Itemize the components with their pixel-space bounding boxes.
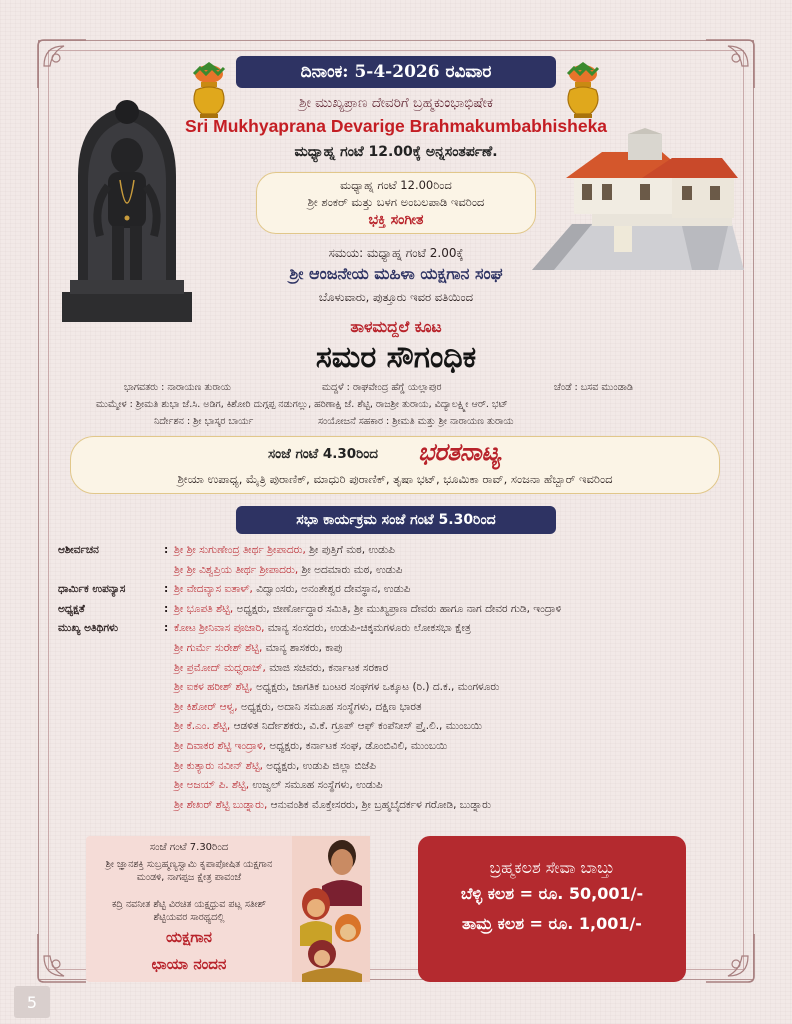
yakshagana-label: ಯಕ್ಷಗಾನ <box>166 928 212 946</box>
sabha-row-designation: ಶ್ರೀ ಅದಮಾರು ಮಠ, ಉಡುಪಿ <box>298 563 403 576</box>
sabha-row <box>0 562 792 578</box>
sahakara-credit: ಸಂಯೋಜನೆ ಸಹಕಾರ : ಶ್ರೀಮತಿ ಮತ್ತು ಶ್ರೀ ನಾರಾಯಣ ತುರಾಯ <box>318 416 514 427</box>
sabha-row <box>0 542 792 558</box>
sabha-row-value <box>174 581 410 597</box>
sabha-row-designation: ಅಧ್ಯಕ್ಷರು, ಜೀರ್ಣೋದ್ಧಾರ ಸಮಿತಿ, ಶ್ರೀ ಮುಖ್ಯಪ್ರಾಣ ದೇವರು ಹಾಗೂ ನಾಗ ದೇವರ ಗುಡಿ, ಇಂದ್ರಾಳಿ <box>233 602 562 615</box>
yakshagana-title: ಛಾಯಾ ನಂದನ <box>151 955 227 973</box>
sabha-row-colon: : <box>164 622 169 635</box>
sabha-row-designation: ಅಧ್ಯಕ್ಷರು, ಕರ್ನಾಟಕ ಸಂಘ, ಡೊಂಬಿವಿಲಿ, ಮುಂಬಯಿ <box>266 740 448 752</box>
bharatanatya-title: ಭರತನಾಟ್ಯ <box>418 437 501 466</box>
sabha-row-person: ಶ್ರೀ ಪ್ರಮೋದ್ ಮಧ್ವರಾಜ್, <box>174 661 266 674</box>
sabha-row-value <box>174 777 383 793</box>
sabha-row-person: ಕೋಟ ಶ್ರೀನಿವಾಸ ಪೂಜಾರಿ, <box>174 622 265 635</box>
bharatanatya-time: ಸಂಜೆ ಗಂಟೆ 4.30ರಿಂದ <box>268 446 378 462</box>
mummela-credit: ಮುಮ್ಮೇಳ : ಶ್ರೀಮತಿ ಶುಭಾ ಜೆ.ಸಿ. ಅಡಿಗ, ಕಿಶೋರಿ ದುಗ್ಗಪ್ಪ ನಡುಗಲ್ಲು, ಹರಿಣಾಕ್ಷಿ ಜೆ. ಶೆಟ್ಟಿ, ರಾಜಶ್ರೀ ತುರಾಯ, ವಿದ್ಯಾಲಕ್ಷ್ಮೀ ಆರ್. ಭಟ್ <box>96 399 508 410</box>
sabha-banner: ಸಭಾ ಕಾರ್ಯಕ್ರಮ ಸಂಜೆ ಗಂಟೆ 5.30ರಿಂದ <box>236 506 556 534</box>
sabha-row-person: ಶ್ರೀ ಐಕಳ ಹರೀಶ್ ಶೆಟ್ಟಿ, <box>174 681 253 694</box>
sabha-row <box>0 738 792 754</box>
sabha-row-person: ಶ್ರೀ ಕುತ್ಯಾರು ನವೀನ್ ಶೆಟ್ಟಿ, <box>174 759 263 772</box>
bhakti-time: ಮಧ್ಯಾಹ್ನ ಗಂಟೆ 12.00ರಿಂದ <box>340 178 452 192</box>
english-event-title: Sri Mukhyaprana Devarige Brahmakumbabhisheka <box>184 116 608 136</box>
sabha-row-designation: ಅಧ್ಯಕ್ಷರು, ಜಾಗತಿಕ ಬಂಟರ ಸಂಘಗಳ ಒಕ್ಕೂಟ (ರಿ.) ದ.ಕ., ಮಂಗಳೂರು <box>252 681 500 694</box>
sabha-row-value <box>174 620 471 636</box>
sabha-row-designation: ಆನುವಂಶಿಕ ಮೊಕ್ತೇಸರರು, ಶ್ರೀ ಬ್ರಹ್ಮಬೈದರ್ಕಳ ಗರೋಡಿ, ಬುಡ್ನಾರು <box>267 798 491 811</box>
date-banner: ದಿನಾಂಕ: 5-4-2026 ರವಿವಾರ <box>236 56 556 88</box>
sabha-row-person: ಶ್ರೀ ಅಜಯ್ ಪಿ. ಶೆಟ್ಟಿ, <box>174 779 250 792</box>
copper-kalasha-amount: ತಾಮ್ರ ಕಲಶ = ರೂ. 1,001/- <box>462 914 642 933</box>
corner-ornament-icon <box>702 36 758 92</box>
sabha-row-label: ಧಾರ್ಮಿಕ ಉಪನ್ಯಾಸ <box>58 583 126 596</box>
sabha-row-colon: : <box>164 544 169 556</box>
page-number-badge: 5 <box>14 986 50 1018</box>
sabha-row-designation: ಶ್ರೀ ಪುತ್ತಿಗೆ ಮಠ, ಉಡುಪಿ <box>305 544 395 556</box>
sabha-row-designation: ಅಧ್ಯಕ್ಷರು, ಅದಾನಿ ಸಮೂಹ ಸಂಸ್ಥೆಗಳು, ದಕ್ಷಿಣ ಭಾರತ <box>237 700 422 713</box>
sabha-row-value <box>174 718 482 734</box>
sabha-row <box>0 718 792 734</box>
yakshagana-mandali: ಶ್ರೀ ಜ್ಞಾನಶಕ್ತಿ ಸುಬ್ರಹ್ಮಣ್ಯಸ್ವಾಮಿ ಕೃಪಾಪೋಷಿತ ಯಕ್ಷಗಾನ ಮಂಡಳಿ, ನಾಗಪ್ಪಜ ಕ್ಷೇತ್ರ ಪಾವಂಜೆ <box>105 859 273 883</box>
corner-ornament-icon <box>34 930 90 986</box>
sabha-row-person: ಶ್ರೀ ಗುರ್ಮೆ ಸುರೇಶ್ ಶೆಟ್ಟಿ, <box>174 642 263 654</box>
sabha-row-value <box>174 679 499 695</box>
sabha-row-value <box>174 797 491 813</box>
sabha-row-person: ಶ್ರೀ ಕೆ.ಎಂ. ಶೆಟ್ಟಿ, <box>174 720 231 733</box>
sabha-row-colon: : <box>164 583 169 596</box>
sabha-row-person: ಶ್ರೀ ವೇದವ್ಯಾಸ ಐತಾಳ್, <box>174 583 253 596</box>
sabha-row <box>0 679 792 695</box>
sabha-row <box>0 777 792 793</box>
sabha-row-value <box>174 660 388 676</box>
sabha-row-person: ಶ್ರೀ ದಿವಾಕರ ಶೆಟ್ಟಿ ಇಂದ್ರಾಳಿ, <box>174 740 267 752</box>
bhakti-performers: ಶ್ರೀ ಶಂಕರ್ ಮತ್ತು ಬಳಗ ಅಂಬಲಪಾಡಿ ಇವರಿಂದ <box>307 195 485 209</box>
annasantarpane-line: ಮಧ್ಯಾಹ್ನ ಗಂಟೆ 12.00ಕ್ಕೆ ಅನ್ನಸಂತರ್ಪಣೆ. <box>294 144 498 160</box>
sabha-row <box>0 660 792 676</box>
sabha-row-label: ಮುಖ್ಯ ಅತಿಥಿಗಳು <box>58 622 119 635</box>
sabha-row-person: ಶ್ರೀ ಭೂಪತಿ ಶೆಟ್ಟಿ, <box>174 602 234 615</box>
sabha-row-value <box>174 601 561 617</box>
yakshagana-artists-image <box>292 836 370 982</box>
bhakti-title: ಭಕ್ತಿ ಸಂಗೀತ <box>368 212 424 228</box>
sabha-row-value <box>174 699 422 715</box>
nirdeshana-credit: ನಿರ್ದೇಶನ : ಶ್ರೀ ಭಾಸ್ಕರ ಬಾರ್ಯ <box>154 416 254 427</box>
sabha-row-designation: ಅಧ್ಯಕ್ಷರು, ಉಡುಪಿ ಜಿಲ್ಲಾ ಬಿಜೆಪಿ <box>262 759 376 772</box>
talamaddale-label: ತಾಳಮದ್ದಲೆ ಕೂಟ <box>350 318 442 336</box>
sabha-row <box>0 758 792 774</box>
sabha-row-value <box>174 738 447 754</box>
sabha-row-designation: ಮಾನ್ಯ ಸಂಸದರು, ಉಡುಪಿ-ಚಿಕ್ಕಮಗಳೂರು ಲೋಕಸಭಾ ಕ್ಷೇತ್ರ <box>264 622 471 635</box>
sabha-row-value <box>174 542 395 558</box>
corner-ornament-icon <box>34 36 90 92</box>
sangha-place: ಬೊಳುವಾರು, ಪುತ್ತೂರು ಇವರ ವತಿಯಿಂದ <box>318 290 474 304</box>
sabha-row-person: ಶ್ರೀ ಶ್ರೀ ವಿಶ್ವಪ್ರಿಯ ತೀರ್ಥ ಶ್ರೀಪಾದರು, <box>174 563 299 576</box>
sabha-row <box>0 581 792 597</box>
sabha-row-designation: ಉಜ್ವಲ್ ಸಮೂಹ ಸಂಸ್ಥೆಗಳು, ಉಡುಪಿ <box>249 779 383 792</box>
sabha-row-person: ಶ್ರೀ ಶೇಖರ್ ಶೆಟ್ಟಿ ಬುಡ್ನಾರು, <box>174 798 268 811</box>
sabha-row-colon: : <box>164 602 169 615</box>
sabha-row-person: ಶ್ರೀ ಶ್ರೀ ಸುಗುಣೇಂದ್ರ ತೀರ್ಥ ಶ್ರೀಪಾದರು, <box>174 544 306 556</box>
sabha-row-value <box>174 758 376 774</box>
maddale-credit: ಮದ್ದಳೆ : ರಾಘವೇಂದ್ರ ಹೆಗ್ಡೆ ಯಲ್ಲಾಪುರ <box>322 382 442 393</box>
yakshagana-credit: ಕದ್ರಿ ನವನೀತ ಶೆಟ್ಟಿ ವಿರಚಿತ ಯಕ್ಷಧ್ರುವ ಪಟ್ಲ ಸತೀಶ್ ಶೆಟ್ಟಿಯವರ ಸಾರಥ್ಯದಲ್ಲಿ <box>112 899 266 923</box>
bhakti-sangeeta-box <box>256 172 536 234</box>
sabha-row-person: ಶ್ರೀ ಕಿಶೋರ್ ಆಳ್ವ, <box>174 700 238 713</box>
hanuman-idol-image <box>62 96 192 322</box>
sabha-row <box>0 620 792 636</box>
yakshagana-time: ಸಂಜೆ ಗಂಟೆ 7.30ರಿಂದ <box>149 842 229 853</box>
sabha-row <box>0 601 792 617</box>
kalasha-icon <box>558 60 608 120</box>
chende-credit: ಚೆಂಡೆ : ಬಸವ ಮುಂಡಾಡಿ <box>554 382 633 393</box>
seva-title: ಬ್ರಹ್ಮಕಲಶ ಸೇವಾ ಬಾಬ್ತು <box>489 858 615 877</box>
temple-image <box>532 128 744 270</box>
sabha-row-value <box>174 562 402 578</box>
mahila-sangha-name: ಶ್ರೀ ಆಂಜನೇಯ ಮಹಿಳಾ ಯಕ್ಷಗಾನ ಸಂಘ <box>289 264 503 283</box>
prasanga-title: ಸಮರ ಸೌಗಂಧಿಕ <box>315 340 477 375</box>
sabha-row <box>0 640 792 656</box>
corner-ornament-icon <box>702 930 758 986</box>
sabha-row-label: ಅಧ್ಯಕ್ಷತೆ <box>58 602 85 615</box>
kannada-event-title: ಶ್ರೀ ಮುಖ್ಯಪ್ರಾಣ ದೇವರಿಗೆ ಬ್ರಹ್ಮಕುಂಭಾಭಿಷೇಕ <box>299 95 493 111</box>
sabha-row <box>0 797 792 813</box>
talamaddale-time: ಸಮಯ: ಮಧ್ಯಾಹ್ನ ಗಂಟೆ 2.00ಕ್ಕೆ <box>328 246 464 260</box>
sabha-row-designation: ವಿದ್ವಾಂಸರು, ಅನಂತೇಶ್ವರ ದೇವಸ್ಥಾನ, ಉಡುಪಿ <box>252 583 411 596</box>
sabha-row-label: ಆಶೀರ್ವಚನ <box>58 544 99 556</box>
sabha-row-value <box>174 640 342 656</box>
bharatanatya-performers: ಶ್ರೀಯಾ ಉಪಾಧ್ಯ, ಮೈತ್ರಿ ಪುರಾಣಿಕ್, ಮಾಧುರಿ ಪುರಾಣಿಕ್, ತೃಷಾ ಭಟ್, ಭೂಮಿಕಾ ರಾವ್, ಸಂಜನಾ ಹೆಬ್ಬಾರ್ ಇವರಿಂದ <box>177 472 613 486</box>
sabha-row-designation: ಮಾನ್ಯ ಶಾಸಕರು, ಕಾಪು <box>262 642 343 654</box>
sabha-row <box>0 699 792 715</box>
bhagavata-credit: ಭಾಗವತರು : ನಾರಾಯಣ ತುರಾಯ <box>124 382 231 393</box>
sabha-row-designation: ಆಡಳಿತ ನಿರ್ದೇಶಕರು, ವಿ.ಕೆ. ಗ್ರೂಪ್ ಆಫ್ ಕಂಪೆನೀಸ್ ಪ್ರೈ.ಲಿ., ಮುಂಬಯಿ <box>230 720 483 733</box>
sabha-row-designation: ಮಾಜಿ ಸಚಿವರು, ಕರ್ನಾಟಕ ಸರಕಾರ <box>265 661 388 674</box>
silver-kalasha-amount: ಬೆಳ್ಳಿ ಕಲಶ = ರೂ. 50,001/- <box>460 884 644 903</box>
